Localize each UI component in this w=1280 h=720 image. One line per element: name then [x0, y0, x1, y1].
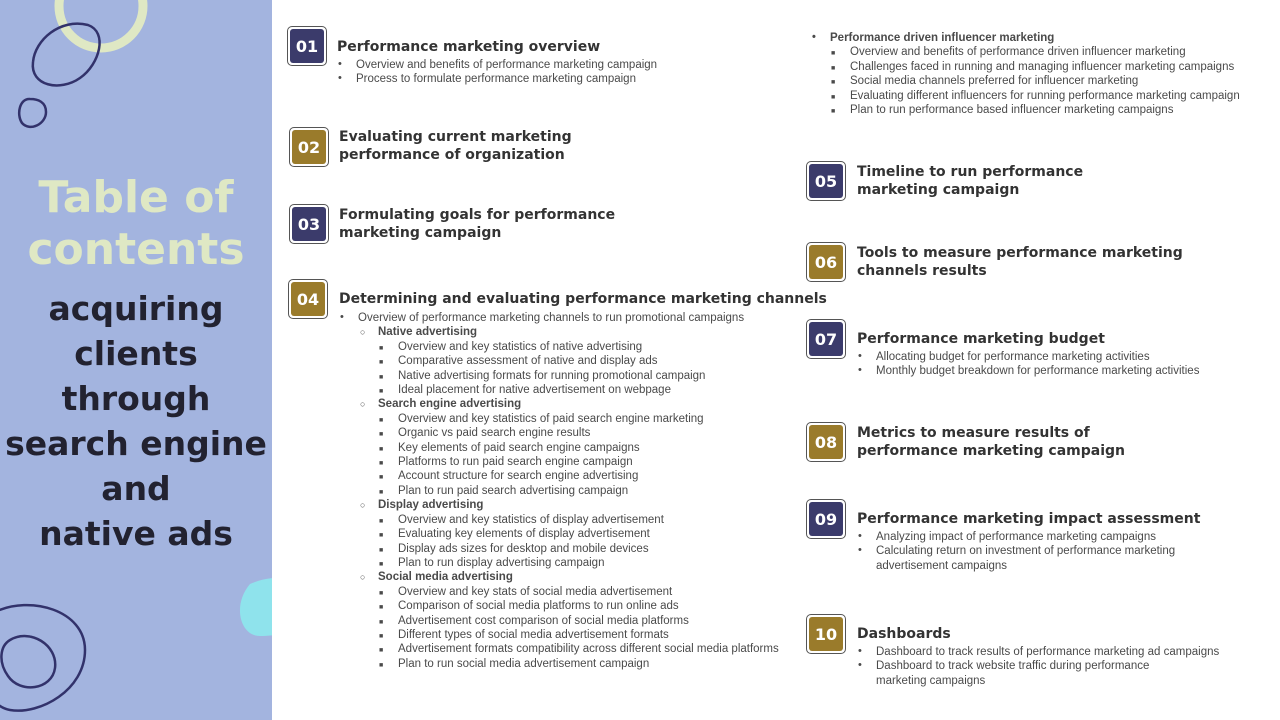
list-item: ■ Native advertising formats for running promotional campaign — [340, 369, 779, 383]
section-number-badge — [287, 26, 327, 66]
section-01-list — [338, 58, 657, 87]
section-title: Performance marketing overview — [337, 39, 601, 55]
cyan-blob-shape — [240, 578, 272, 636]
section-07-list — [858, 350, 1199, 379]
sublist-heading-display: ○ Display advertising — [340, 498, 779, 512]
section-number-badge — [806, 499, 846, 539]
section-title-line2: performance of organization — [339, 147, 565, 163]
section-title-line2: performance marketing campaign — [857, 443, 1126, 459]
toc-subheading — [0, 286, 272, 556]
list-item: ■ Comparative assessment of native and display ads — [340, 354, 779, 368]
badge-number: 01 — [290, 29, 324, 63]
list-item: ■ Key elements of paid search engine campaigns — [340, 441, 779, 455]
list-item: ■ Comparison of social media platforms to run online ads — [340, 599, 779, 613]
section-title: Determining and evaluating performance marketing channels — [339, 291, 827, 307]
section-04-list — [340, 311, 779, 671]
section-title: Performance marketing impact assessment — [857, 511, 1201, 527]
section-number-badge — [806, 422, 846, 462]
badge-number: 08 — [809, 425, 843, 459]
toc-heading-line1: Table of — [38, 172, 234, 223]
bottom-inner-blob-shape — [1, 636, 55, 687]
list-item: ■ Plan to run paid search advertising campaign — [340, 484, 779, 498]
list-item: • Analyzing impact of performance marketing campaigns — [858, 530, 1175, 544]
badge-number: 09 — [809, 502, 843, 536]
subheading-line: acquiring — [48, 289, 224, 328]
list-item: • Monthly budget breakdown for performance marketing activities — [858, 364, 1199, 378]
subheading-line: clients — [74, 334, 198, 373]
list-item: • Overview and benefits of performance marketing campaign — [338, 58, 657, 72]
influencer-list — [812, 31, 1240, 117]
badge-number: 02 — [292, 130, 326, 164]
list-item: ■ Evaluating key elements of display advertisement — [340, 527, 779, 541]
subheading-line: native ads — [39, 514, 233, 553]
badge-number: 10 — [809, 617, 843, 651]
list-item: ■ Organic vs paid search engine results — [340, 426, 779, 440]
subheading-line: and — [101, 469, 171, 508]
section-title-line1: Metrics to measure results of — [857, 425, 1090, 441]
section-title-line2: marketing campaign — [857, 182, 1020, 198]
list-item: ■ Advertisement formats compatibility across different social media platforms — [340, 642, 779, 656]
list-item: ■ Plan to run social media advertisement campaign — [340, 657, 779, 671]
list-item: ■ Plan to run performance based influencer marketing campaigns — [812, 103, 1240, 117]
toc-heading — [0, 172, 272, 276]
sublist-heading-influencer: • Performance driven influencer marketing — [812, 31, 1240, 45]
badge-number: 06 — [809, 245, 843, 279]
list-item: ■ Display ads sizes for desktop and mobile devices — [340, 542, 779, 556]
section-title-line1: Timeline to run performance — [857, 164, 1084, 180]
section-09-list — [858, 530, 1175, 573]
sidebar-panel — [0, 0, 272, 720]
section-number-badge — [289, 204, 329, 244]
list-item: ■ Overview and key statistics of display advertisement — [340, 513, 779, 527]
list-item: • Dashboard to track website traffic during performance — [858, 659, 1219, 673]
list-item: • Calculating return on investment of performance marketing — [858, 544, 1175, 558]
list-item: ■ Challenges faced in running and managing influencer marketing campaigns — [812, 60, 1240, 74]
section-number-badge — [288, 279, 328, 319]
badge-number: 05 — [809, 164, 843, 198]
section-number-badge — [806, 319, 846, 359]
section-number-badge — [806, 614, 846, 654]
section-number-badge — [806, 161, 846, 201]
section-number-badge — [289, 127, 329, 167]
list-item: ■ Overview and key statistics of native advertising — [340, 340, 779, 354]
list-item: ■ Ideal placement for native advertisement on webpage — [340, 383, 779, 397]
sublist-heading-social: ○ Social media advertising — [340, 570, 779, 584]
list-item: • Allocating budget for performance marketing activities — [858, 350, 1199, 364]
list-item: • Dashboard to track results of performance marketing ad campaigns — [858, 645, 1219, 659]
list-item: • Overview of performance marketing channels to run promotional campaigns — [340, 311, 779, 325]
section-title-line1: Evaluating current marketing — [339, 129, 572, 145]
section-title: Performance marketing budget — [857, 331, 1105, 347]
subheading-line: search engine — [5, 424, 267, 463]
list-item: ■ Social media channels preferred for influencer marketing — [812, 74, 1240, 88]
list-item: ■ Overview and benefits of performance driven influencer marketing — [812, 45, 1240, 59]
section-title-line2: channels results — [857, 263, 987, 279]
section-title: Dashboards — [857, 626, 951, 642]
list-item: ■ Different types of social media advertisement formats — [340, 628, 779, 642]
sublist-heading-native: ○ Native advertising — [340, 325, 779, 339]
list-item-continuation: marketing campaigns — [876, 674, 986, 687]
subheading-line: through — [61, 379, 211, 418]
list-item: ■ Overview and key statistics of paid search engine marketing — [340, 412, 779, 426]
list-item: ■ Plan to run display advertising campaign — [340, 556, 779, 570]
badge-number: 03 — [292, 207, 326, 241]
bottom-outline-blob-shape — [0, 605, 85, 711]
badge-number: 07 — [809, 322, 843, 356]
small-outline-blob-shape — [19, 99, 46, 127]
section-title-line2: marketing campaign — [339, 225, 502, 241]
sublist-heading-search: ○ Search engine advertising — [340, 397, 779, 411]
toc-heading-line2: contents — [27, 224, 245, 275]
badge-number: 04 — [291, 282, 325, 316]
section-title-line1: Tools to measure performance marketing — [857, 245, 1183, 261]
list-item: • Process to formulate performance marketing campaign — [338, 72, 657, 86]
section-number-badge — [806, 242, 846, 282]
section-10-list — [858, 645, 1219, 688]
list-item: ■ Account structure for search engine advertising — [340, 469, 779, 483]
list-item: ■ Evaluating different influencers for running performance marketing campaign — [812, 89, 1240, 103]
list-item: ■ Overview and key stats of social media advertisement — [340, 585, 779, 599]
list-item: ■ Platforms to run paid search engine campaign — [340, 455, 779, 469]
section-title-line1: Formulating goals for performance — [339, 207, 616, 223]
list-item: ■ Advertisement cost comparison of social media platforms — [340, 614, 779, 628]
list-item-continuation: advertisement campaigns — [876, 559, 1008, 572]
